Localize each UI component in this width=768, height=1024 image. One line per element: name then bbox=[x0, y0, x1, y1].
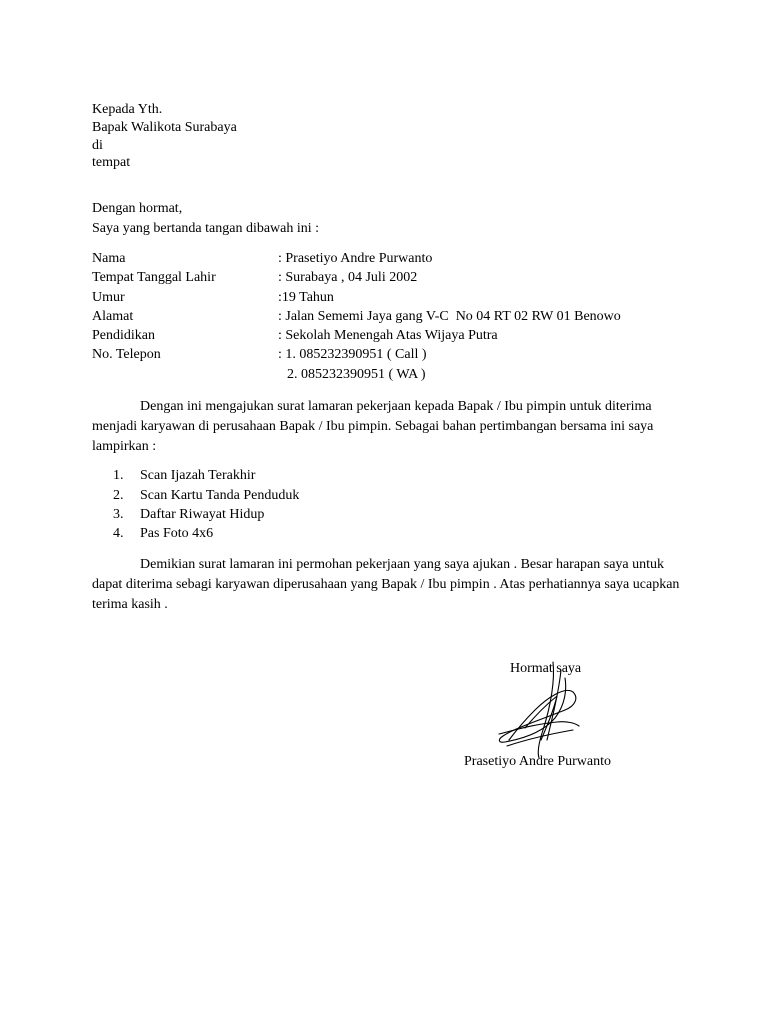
identity-value-name: : Prasetiyo Andre Purwanto bbox=[278, 251, 433, 266]
attachment-number: 1. bbox=[113, 468, 124, 483]
recipient-line-2: Bapak Walikota Surabaya bbox=[92, 120, 237, 135]
attachment-number: 2. bbox=[113, 488, 124, 503]
signer-name: Prasetiyo Andre Purwanto bbox=[464, 754, 611, 769]
body-paragraph: Dengan ini mengajukan surat lamaran pekerjaan kepada Bapak / Ibu pimpin untuk diterima menjadi karyawan di perusahaan Bapak / Ibu pimpin. Sebagai bahan pertimbangan bersama ini saya lampirkan : bbox=[92, 399, 654, 454]
identity-value-address: : Jalan Sememi Jaya gang V-C No 04 RT 02 RW 01 Benowo bbox=[278, 309, 621, 324]
identity-value-phone-2: 2. 085232390951 ( WA ) bbox=[287, 367, 426, 382]
attachment-item: Scan Ijazah Terakhir bbox=[140, 468, 256, 483]
signature-image bbox=[495, 660, 585, 760]
identity-label-age: Umur bbox=[92, 290, 125, 305]
identity-label-address: Alamat bbox=[92, 309, 134, 324]
attachment-number: 3. bbox=[113, 507, 124, 522]
identity-value-age: :19 Tahun bbox=[278, 290, 334, 305]
identity-label-birth: Tempat Tanggal Lahir bbox=[92, 270, 216, 285]
identity-label-name: Nama bbox=[92, 251, 126, 266]
identity-value-phone: : 1. 085232390951 ( Call ) bbox=[278, 347, 427, 362]
signoff-text: Hormat saya bbox=[510, 661, 582, 676]
identity-label-education: Pendidikan bbox=[92, 328, 155, 343]
recipient-line-1: Kepada Yth. bbox=[92, 102, 163, 117]
attachment-item: Scan Kartu Tanda Penduduk bbox=[140, 488, 300, 503]
attachment-item: Daftar Riwayat Hidup bbox=[140, 507, 265, 522]
identity-value-birth: : Surabaya , 04 Juli 2002 bbox=[278, 270, 418, 285]
intro-text: Saya yang bertanda tangan dibawah ini : bbox=[92, 221, 320, 236]
recipient-line-4: tempat bbox=[92, 155, 131, 170]
attachment-number: 4. bbox=[113, 526, 124, 541]
identity-value-education: : Sekolah Menengah Atas Wijaya Putra bbox=[278, 328, 498, 343]
closing-paragraph: Demikian surat lamaran ini permohan pekerjaan yang saya ajukan . Besar harapan saya untuk dapat diterima sebagi karyawan diperusahaan yang Bapak / Ibu pimpin . Atas perhatiannya saya ucapkan terima kasih . bbox=[92, 557, 680, 612]
greeting: Dengan hormat, bbox=[92, 201, 183, 216]
identity-label-phone: No. Telepon bbox=[92, 347, 161, 362]
recipient-line-3: di bbox=[92, 138, 103, 153]
attachment-item: Pas Foto 4x6 bbox=[140, 526, 214, 541]
